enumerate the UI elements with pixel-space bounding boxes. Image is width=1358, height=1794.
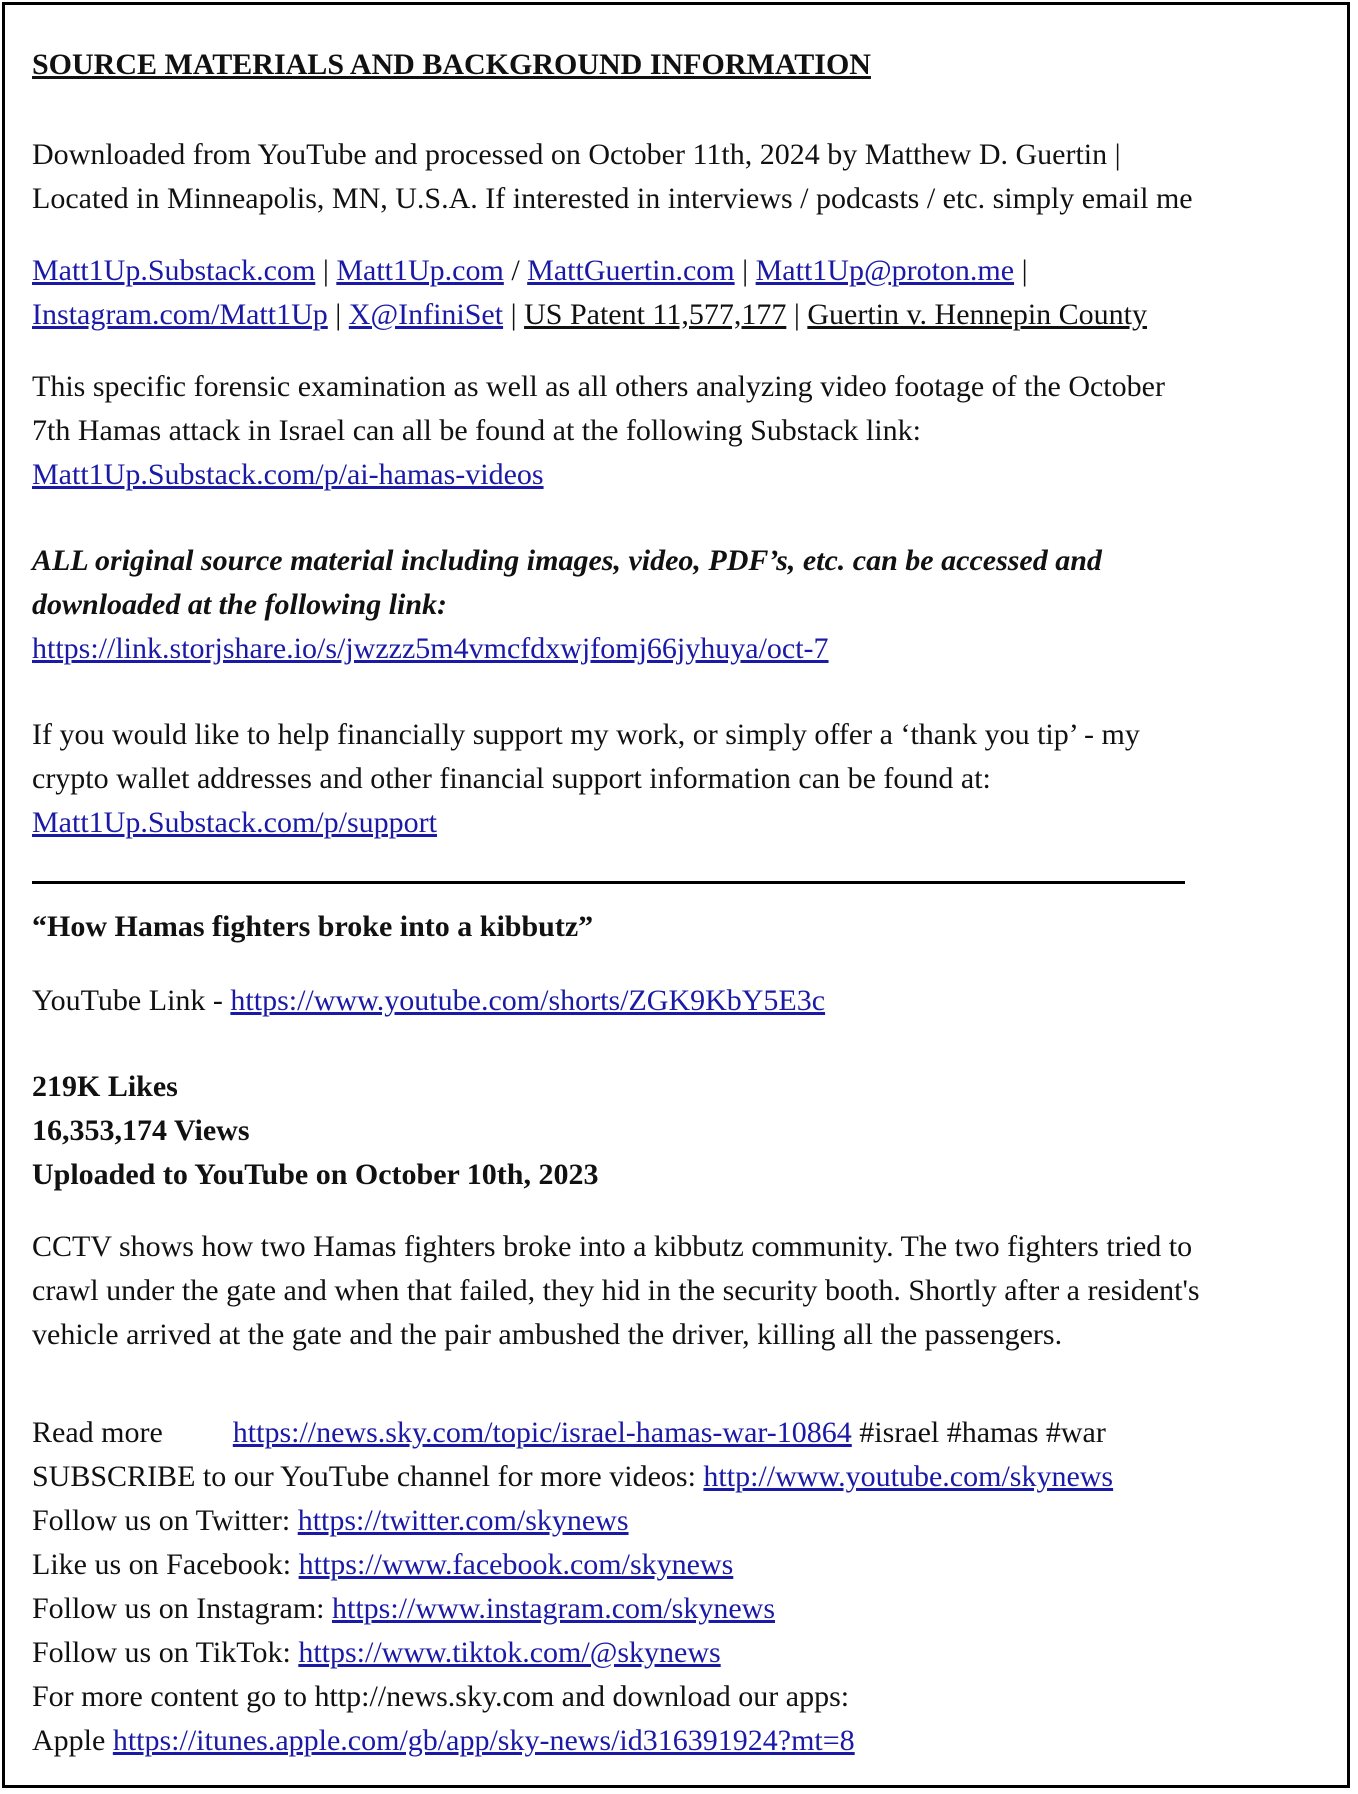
apple-label: Apple	[32, 1724, 113, 1757]
separator: |	[1014, 254, 1028, 287]
apple-line	[32, 1719, 1325, 1763]
source-material-line-1: ALL original source material including images, video, PDF’s, etc. can be accessed and	[32, 544, 1102, 577]
mattguertin-link[interactable]: MattGuertin.com	[527, 254, 735, 287]
apple-app-link[interactable]: https://itunes.apple.com/gb/app/sky-news/id316391924?mt=8	[112, 1724, 855, 1757]
instagram-line	[32, 1587, 1325, 1631]
intro-line-1: Downloaded from YouTube and processed on October 11th, 2024 by Matthew D. Guertin |	[32, 138, 1121, 171]
document-page	[2, 2, 1350, 1788]
support-line-1: If you would like to help financially support my work, or simply offer a ‘thank you tip’ - my	[32, 718, 1140, 751]
email-link[interactable]: Matt1Up@proton.me	[755, 254, 1015, 287]
tiktok-link[interactable]: https://www.tiktok.com/@skynews	[298, 1636, 721, 1669]
support-line-2: crypto wallet addresses and other financial support information can be found at:	[32, 762, 991, 795]
video-title: “How Hamas fighters broke into a kibbutz”	[32, 910, 594, 943]
subscribe-link[interactable]: http://www.youtube.com/skynews	[703, 1460, 1114, 1493]
x-link[interactable]: X@InfiniSet	[348, 298, 504, 331]
twitter-line	[32, 1499, 1325, 1543]
tiktok-line	[32, 1631, 1325, 1675]
substack-link[interactable]: Matt1Up.Substack.com	[32, 254, 316, 287]
instagram-link[interactable]: Instagram.com/Matt1Up	[32, 298, 328, 331]
court-case-link[interactable]: Guertin v. Hennepin County	[807, 298, 1148, 331]
skynews-instagram-link[interactable]: https://www.instagram.com/skynews	[332, 1592, 776, 1625]
upload-date: Uploaded to YouTube on October 10th, 2023	[32, 1158, 599, 1191]
description-line-2: crawl under the gate and when that failed, they hid in the security booth. Shortly after a resident's	[32, 1274, 1200, 1307]
patent-link[interactable]: US Patent 11,577,177	[524, 298, 787, 331]
separator: |	[734, 254, 756, 287]
separator: |	[327, 298, 349, 331]
forensic-line-2: 7th Hamas attack in Israel can all be found at the following Substack link:	[32, 414, 921, 447]
intro-line-2: Located in Minneapolis, MN, U.S.A. If interested in interviews / podcasts / etc. simply email me	[32, 182, 1193, 215]
ai-hamas-videos-link[interactable]: Matt1Up.Substack.com/p/ai-hamas-videos	[32, 458, 544, 491]
views-count: 16,353,174 Views	[32, 1114, 250, 1147]
source-material-line-2: downloaded at the following link:	[32, 588, 448, 621]
forensic-link-line	[32, 453, 1325, 497]
youtube-link-line	[32, 979, 1325, 1023]
facebook-link[interactable]: https://www.facebook.com/skynews	[298, 1548, 734, 1581]
instagram-label: Follow us on Instagram:	[32, 1592, 332, 1625]
links-row-2	[32, 293, 1325, 337]
read-more-label: Read more	[32, 1416, 163, 1449]
separator: |	[786, 298, 808, 331]
read-more-link[interactable]: https://news.sky.com/topic/israel-hamas-war-10864	[232, 1416, 852, 1449]
separator: /	[503, 254, 528, 287]
facebook-label: Like us on Facebook:	[32, 1548, 299, 1581]
read-more-line	[32, 1411, 1325, 1455]
links-row-1	[32, 249, 1325, 293]
storj-link[interactable]: https://link.storjshare.io/s/jwzzz5m4vmcfdxwjfomj66jyhuya/oct-7	[32, 632, 829, 665]
subscribe-line	[32, 1455, 1325, 1499]
separator: |	[315, 254, 337, 287]
support-link-line	[32, 801, 1325, 845]
hashtags: #israel #hamas #war	[851, 1416, 1106, 1449]
twitter-link[interactable]: https://twitter.com/skynews	[297, 1504, 629, 1537]
divider	[32, 881, 1185, 884]
description-line-1: CCTV shows how two Hamas fighters broke into a kibbutz community. The two fighters tried to	[32, 1230, 1193, 1263]
twitter-label: Follow us on Twitter:	[32, 1504, 298, 1537]
youtube-link-label: YouTube Link -	[32, 984, 231, 1017]
likes-count: 219K Likes	[32, 1070, 178, 1103]
page-title: SOURCE MATERIALS AND BACKGROUND INFORMATION	[32, 48, 871, 81]
subscribe-label: SUBSCRIBE to our YouTube channel for more videos:	[32, 1460, 704, 1493]
more-content-line: For more content go to http://news.sky.com and download our apps:	[32, 1680, 850, 1713]
tiktok-label: Follow us on TikTok:	[32, 1636, 299, 1669]
support-link[interactable]: Matt1Up.Substack.com/p/support	[32, 806, 437, 839]
facebook-line	[32, 1543, 1325, 1587]
forensic-line-1: This specific forensic examination as well as all others analyzing video footage of the October	[32, 370, 1165, 403]
youtube-link[interactable]: https://www.youtube.com/shorts/ZGK9KbY5E3c	[230, 984, 826, 1017]
matt1up-link[interactable]: Matt1Up.com	[336, 254, 504, 287]
source-material-link-line	[32, 627, 1325, 671]
separator: |	[503, 298, 525, 331]
description-line-3: vehicle arrived at the gate and the pair ambushed the driver, killing all the passengers.	[32, 1318, 1063, 1351]
